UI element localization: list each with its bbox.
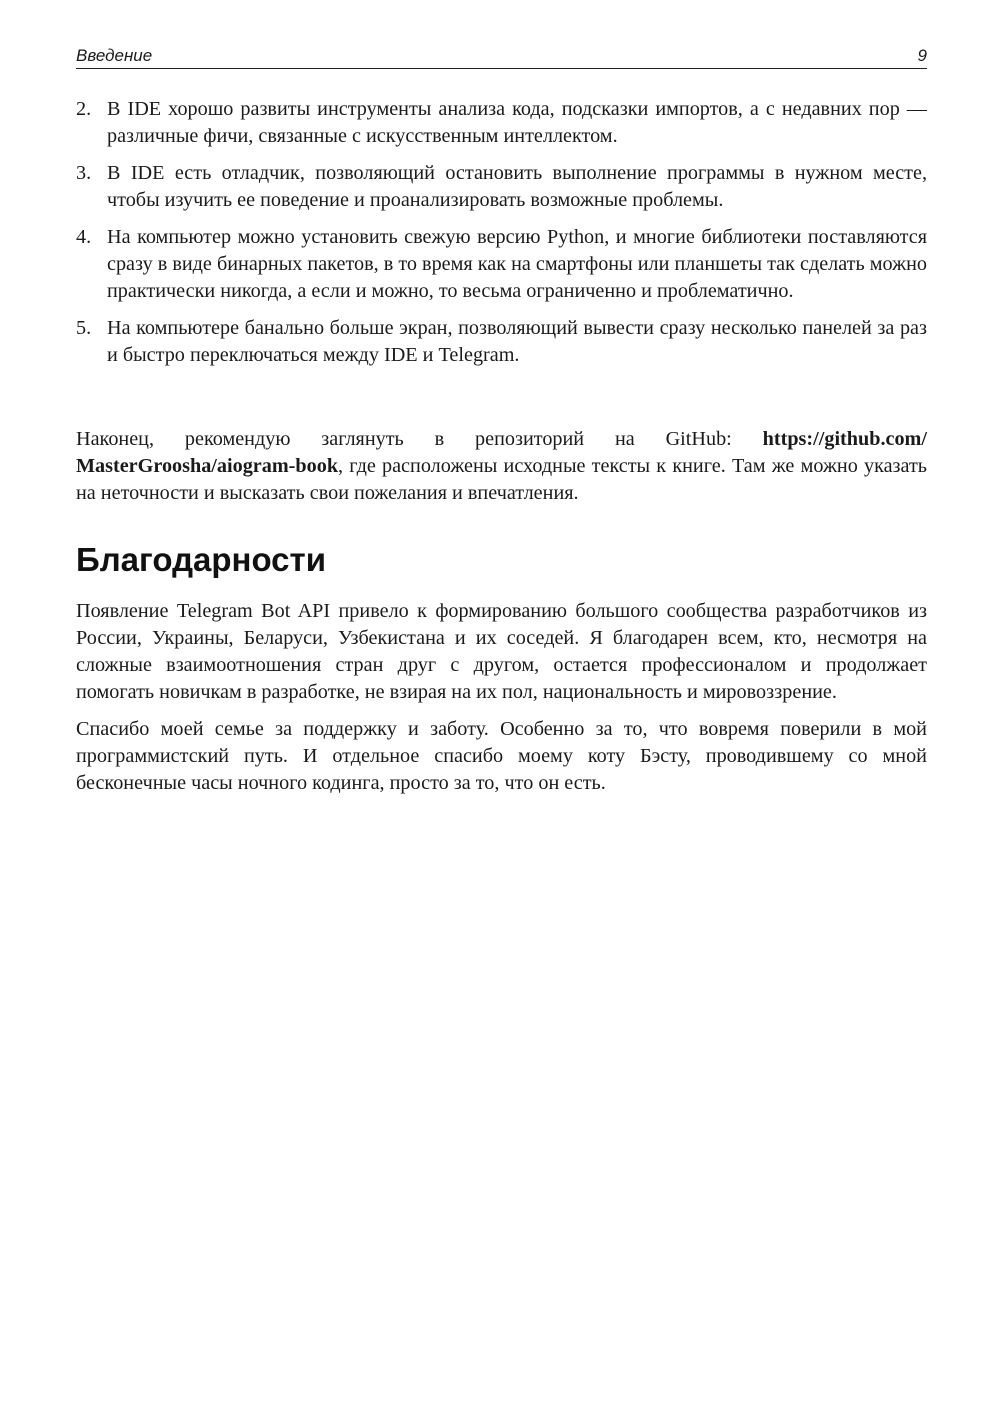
- acknowledgements-paragraph: Спасибо моей семье за поддержку и заботу. Особенно за то, что вовремя поверили в мой программистский путь. И отдельное спасибо моему коту Бэсту, проводившему со мной бесконечные часы ночного кодинга, просто за то, что он есть.: [76, 718, 927, 794]
- list-item-text: В IDE хорошо развиты инструменты анализа кода, подсказки импортов, а с недавних пор — различные фичи, связанные с искусственным интеллектом.: [107, 98, 927, 147]
- repository-link[interactable]: https://github.com/ MasterGroosha/aiogram-book: [76, 428, 927, 477]
- list-item: [76, 315, 927, 369]
- running-header: [76, 44, 927, 69]
- page-number: 9: [917, 46, 927, 65]
- list-item-text: В IDE есть отладчик, позволяющий остановить выполнение программы в нужном месте, чтобы изучить ее поведение и проанализировать возможные проблемы.: [107, 162, 927, 211]
- list-item-text: На компьютере банально больше экран, позволяющий вывести сразу несколько панелей за раз и быстро переключаться между IDE и Telegram.: [107, 317, 927, 366]
- acknowledgements-paragraph: Появление Telegram Bot API привело к формированию большого сообщества разработчиков из России, Украины, Беларуси, Узбекистана и их соседей. Я благодарен всем, кто, несмотря на сложные взаимоотношения стран друг с другом, остается профессионалом и продолжает помогать новичкам в разработке, не взирая на их пол, национальность и мировоззрение.: [76, 600, 927, 703]
- list-item: [76, 224, 927, 305]
- list-item-number: 2.: [76, 98, 92, 120]
- list-item-text: На компьютер можно установить свежую версию Python, и многие библиотеки поставляются сразу в виде бинарных пакетов, в то время как на смартфоны или планшеты так сделать можно практически никогда, а если и можно, то весьма ограниченно и проблематично.: [107, 226, 927, 302]
- list-item: [76, 160, 927, 214]
- repository-text-before: Наконец, рекомендую заглянуть в репозиторий на GitHub:: [76, 428, 763, 450]
- list-item-number: 4.: [76, 226, 92, 248]
- list-item-number: 5.: [76, 317, 92, 339]
- section-heading: Благодарности: [76, 541, 326, 578]
- repository-paragraph: [76, 426, 927, 507]
- list-item: [76, 96, 927, 150]
- numbered-list: [76, 96, 927, 379]
- acknowledgements-body: [76, 598, 927, 807]
- repository-text-after: , где расположены исходные тексты к книге. Там же можно указать на неточности и высказать свои пожелания и впечатления.: [76, 455, 927, 504]
- header-section-title: Введение: [76, 46, 153, 65]
- list-item-number: 3.: [76, 162, 92, 184]
